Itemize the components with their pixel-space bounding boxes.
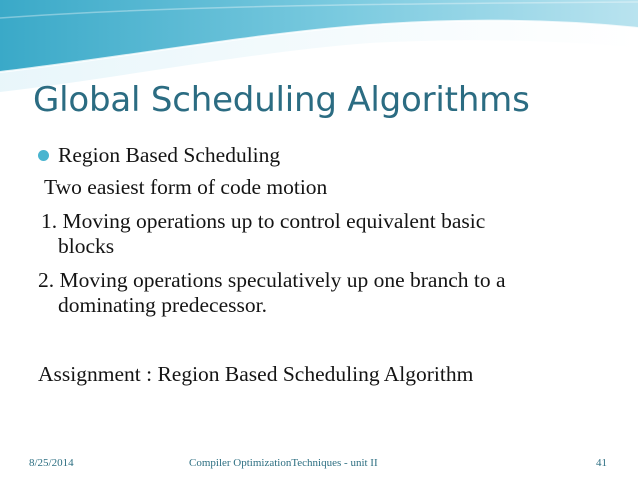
body-line-intro: Two easiest form of code motion [44, 175, 328, 199]
footer-course: Compiler OptimizationTechniques - unit II [189, 457, 378, 469]
bullet-icon [38, 150, 49, 161]
list-item-1-line-2: blocks [58, 234, 115, 258]
slide-title: Global Scheduling Algorithms [33, 80, 530, 120]
assignment-line: Assignment : Region Based Scheduling Algorithm [38, 362, 474, 386]
list-item-2-line-2: dominating predecessor. [58, 293, 267, 317]
list-item-1-line-1: 1. Moving operations up to control equivalent basic [41, 209, 486, 233]
list-item-2-line-1: 2. Moving operations speculatively up one branch to a [38, 268, 506, 292]
footer-date: 8/25/2014 [29, 457, 74, 469]
footer-page-number: 41 [596, 457, 607, 469]
bullet-text: Region Based Scheduling [58, 143, 281, 167]
